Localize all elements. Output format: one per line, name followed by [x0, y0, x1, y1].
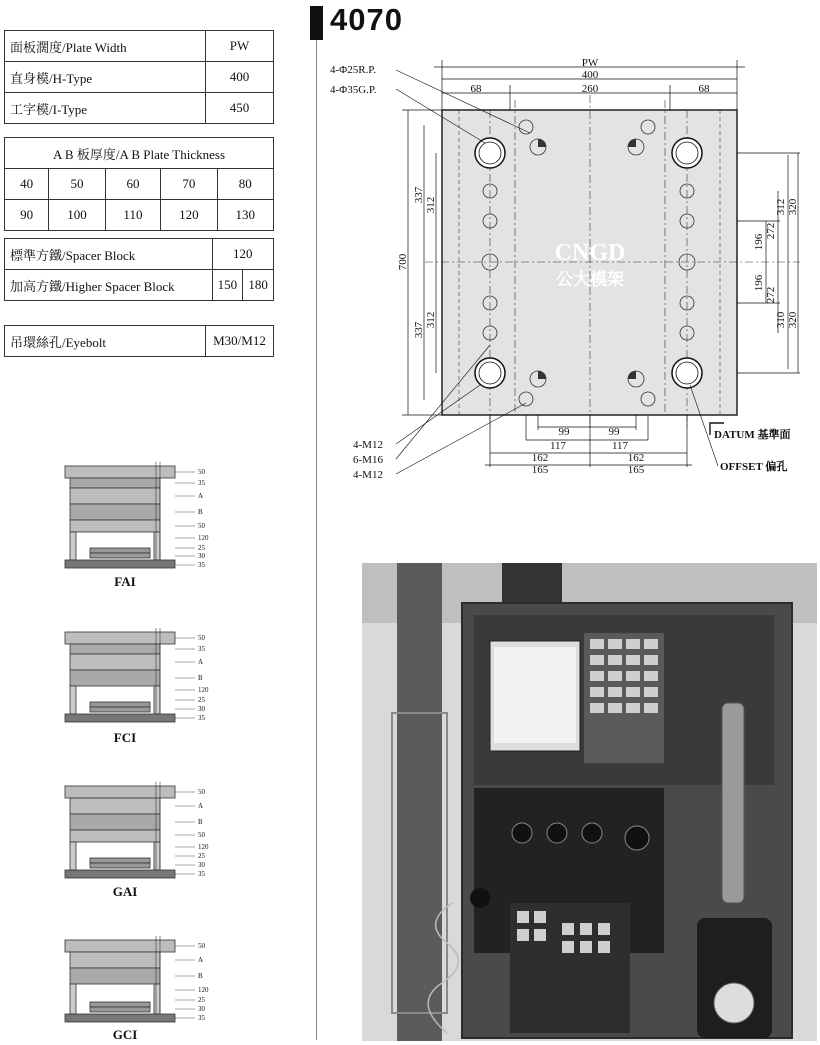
mold-label: 50 — [198, 788, 205, 796]
mold-label: 50 — [198, 468, 205, 476]
offset-label: OFFSET 偏孔 — [720, 461, 788, 473]
mold-label: 30 — [198, 552, 205, 560]
mold-label: 25 — [198, 544, 205, 552]
plate-drawing — [330, 55, 820, 485]
spacer-label: 標準方鐵/Spacer Block — [5, 239, 213, 270]
mold-label: 30 — [198, 705, 205, 713]
page-divider — [316, 40, 317, 1040]
ab-thickness-title: A B 板厚度/A B Plate Thickness — [5, 138, 274, 169]
cnc-control-panel-photo — [362, 563, 817, 1041]
dim-260: 260 — [581, 83, 599, 95]
ab-thickness-table — [4, 137, 274, 231]
eyebolt-table — [4, 325, 274, 357]
mold-diagram-gai — [60, 782, 220, 882]
spacer-value: 120 — [212, 239, 273, 270]
dim-162-left: 162 — [531, 452, 549, 464]
eyebolt-value: M30/M12 — [206, 326, 274, 357]
mold-label: 50 — [198, 522, 205, 530]
m16-label: 6-M16 — [353, 454, 383, 466]
ab-value: 130 — [217, 200, 273, 231]
mold-label: 25 — [198, 852, 205, 860]
logo-text: CNGD — [554, 240, 626, 266]
mold-label: 120 — [198, 534, 209, 542]
dim-pw: PW — [581, 57, 599, 69]
mold-name-gai: GAI — [112, 884, 138, 899]
dim-99-right: 99 — [608, 426, 620, 438]
dim-68-right: 68 — [698, 83, 710, 95]
i-type-value: 450 — [206, 93, 274, 124]
m12-label-bottom: 4-M12 — [353, 469, 383, 481]
ab-value: 50 — [49, 169, 105, 200]
dim-272-bottom: 272 — [765, 286, 777, 304]
mold-label: 35 — [198, 561, 205, 569]
mold-label: 120 — [198, 843, 209, 851]
dim-312-bottom: 312 — [425, 311, 437, 329]
mold-label: A — [198, 956, 204, 964]
plate-width-value: PW — [206, 31, 274, 62]
ab-value: 40 — [5, 169, 49, 200]
higher-spacer-value-1: 150 — [212, 270, 243, 301]
mold-label: B — [198, 818, 203, 826]
mold-label: 35 — [198, 479, 205, 487]
eyebolt-label: 吊環絲孔/Eyebolt — [5, 326, 206, 357]
model-number: 4070 — [330, 2, 403, 37]
mold-name-gci: GCI — [112, 1027, 138, 1042]
mold-label: B — [198, 674, 203, 682]
mold-diagram-fai — [60, 462, 220, 574]
mold-diagram-fci — [60, 628, 220, 728]
dim-310: 310 — [775, 311, 787, 329]
mold-label: 120 — [198, 986, 209, 994]
h-type-label: 直身模/H-Type — [5, 62, 206, 93]
ab-value: 70 — [161, 169, 217, 200]
mold-label: B — [198, 508, 203, 516]
dim-320-bottom: 320 — [787, 311, 799, 329]
dim-312-top: 312 — [425, 196, 437, 214]
dim-99-left: 99 — [558, 426, 570, 438]
ab-value: 110 — [105, 200, 161, 231]
dim-196-bottom: 196 — [753, 274, 765, 292]
dim-117-left: 117 — [549, 440, 567, 452]
mold-name-fai: FAI — [114, 574, 136, 589]
spacer-block-table — [4, 238, 274, 301]
mold-label: 35 — [198, 870, 205, 878]
mold-label: A — [198, 658, 204, 666]
mold-label: 50 — [198, 942, 205, 950]
mold-label: 35 — [198, 645, 205, 653]
h-type-value: 400 — [206, 62, 274, 93]
mold-label: A — [198, 492, 204, 500]
mold-label: 35 — [198, 1014, 205, 1022]
dim-337-bottom: 337 — [413, 321, 425, 339]
i-type-label: 工字模/I-Type — [5, 93, 206, 124]
mold-label: 30 — [198, 1005, 205, 1013]
plate-width-label: 面板濶度/Plate Width — [5, 31, 206, 62]
mold-diagram-gci — [60, 936, 220, 1028]
mold-label: 50 — [198, 831, 205, 839]
datum-label: DATUM 基準面 — [714, 429, 791, 441]
mold-label: 25 — [198, 996, 205, 1004]
mold-label: B — [198, 972, 203, 980]
dim-196-top: 196 — [753, 233, 765, 251]
m12-label-top: 4-M12 — [353, 439, 383, 451]
ab-value: 100 — [49, 200, 105, 231]
ab-value: 80 — [217, 169, 273, 200]
dim-162-right: 162 — [627, 452, 645, 464]
mold-label: A — [198, 802, 204, 810]
dim-68-left: 68 — [470, 83, 482, 95]
dim-165-left: 165 — [531, 464, 549, 476]
dim-312-right: 312 — [775, 198, 787, 216]
ab-value: 120 — [161, 200, 217, 231]
dim-165-right: 165 — [627, 464, 645, 476]
logo-subtext: 公大模架 — [556, 270, 624, 289]
dim-400: 400 — [581, 69, 599, 81]
rp-label: 4-Φ25R.P. — [330, 64, 376, 76]
higher-spacer-label: 加高方鐵/Higher Spacer Block — [5, 270, 213, 301]
mold-label: 120 — [198, 686, 209, 694]
mold-label: 50 — [198, 634, 205, 642]
dim-272-top: 272 — [765, 222, 777, 240]
ab-value: 60 — [105, 169, 161, 200]
dim-337-top: 337 — [413, 186, 425, 204]
dim-700: 700 — [397, 253, 409, 271]
guide-pin-hole — [672, 358, 702, 388]
guide-pin-hole — [475, 138, 505, 168]
mold-name-fci: FCI — [113, 730, 137, 745]
gp-label: 4-Φ35G.P. — [330, 84, 377, 96]
mold-label: 30 — [198, 861, 205, 869]
guide-pin-hole — [475, 358, 505, 388]
title-bar — [310, 6, 323, 40]
dim-117-right: 117 — [611, 440, 629, 452]
guide-pin-hole — [672, 138, 702, 168]
mold-label: 35 — [198, 714, 205, 722]
plate-width-table — [4, 30, 274, 124]
higher-spacer-value-2: 180 — [243, 270, 274, 301]
ab-value: 90 — [5, 200, 49, 231]
dim-320-top: 320 — [787, 198, 799, 216]
mold-label: 25 — [198, 696, 205, 704]
